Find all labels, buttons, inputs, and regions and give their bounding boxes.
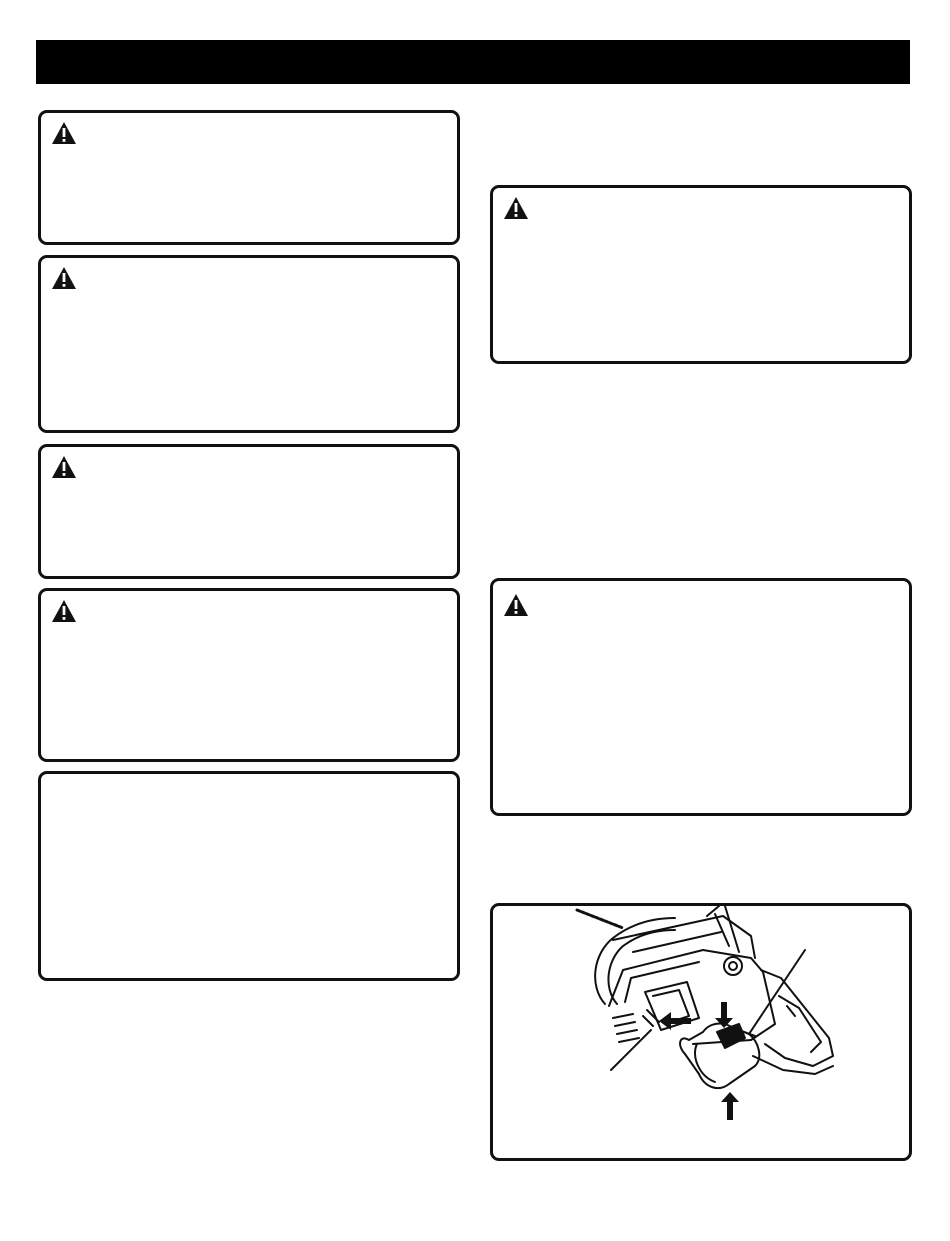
- warning-box-5: [490, 185, 912, 364]
- warning-box-3: [38, 444, 460, 579]
- warning-triangle-icon: [51, 266, 77, 290]
- warning-triangle-icon: [51, 121, 77, 145]
- warning-box-1: [38, 110, 460, 245]
- section-header-bar: [36, 40, 910, 84]
- warning-triangle-icon: [503, 196, 529, 220]
- arrow-left-icon: [659, 1012, 691, 1030]
- warning-triangle-icon: [503, 593, 529, 617]
- warning-triangle-icon: [51, 455, 77, 479]
- warning-box-4: [38, 588, 460, 762]
- note-box: [38, 771, 460, 981]
- warning-box-6: [490, 578, 912, 816]
- warning-box-2: [38, 255, 460, 433]
- arrow-up-icon: [721, 1092, 739, 1120]
- warning-triangle-icon: [51, 599, 77, 623]
- figure-box: [490, 903, 912, 1161]
- chainsaw-battery-illustration: [493, 906, 909, 1158]
